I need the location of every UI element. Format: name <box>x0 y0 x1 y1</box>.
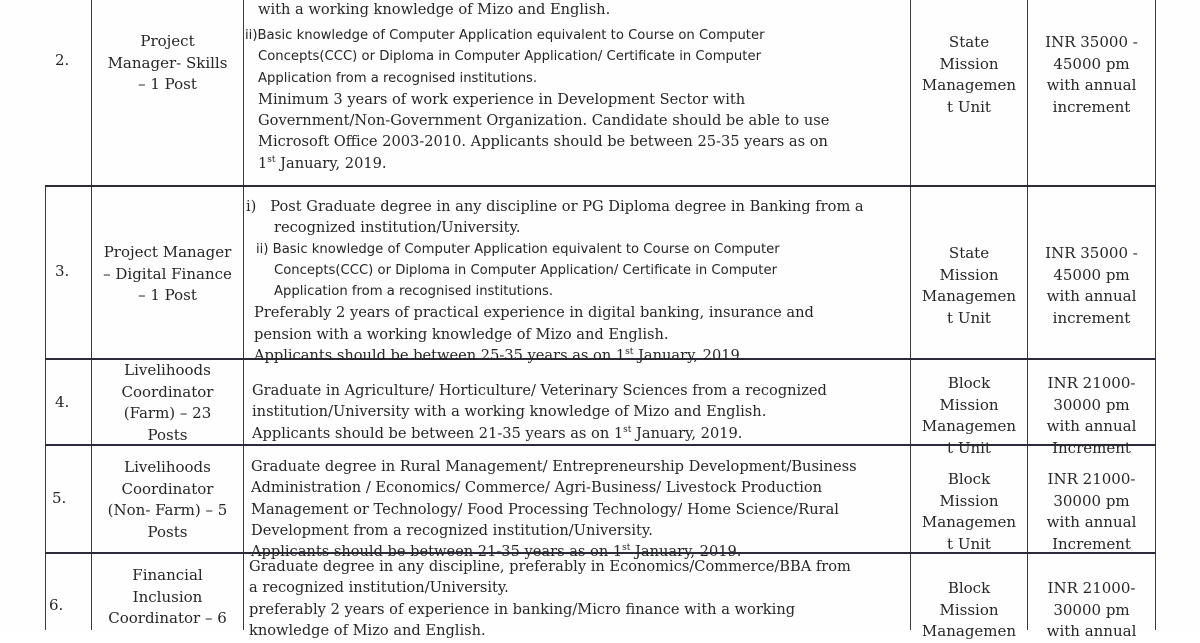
unit-line: Mission <box>939 54 999 73</box>
row-3-pay <box>1028 243 1155 329</box>
post-line: – 1 Post <box>138 75 197 93</box>
qualification-line-age: Applicants should be between 25-35 years as on 1st January, 2019. <box>254 347 745 365</box>
unit-line: Mission <box>939 265 999 284</box>
qualification-line-age: Applicants should be between 21-35 years as on 1st January, 2019. <box>251 543 742 561</box>
qualification-line: Government/Non-Government Organization. Candidate should be able to use <box>258 112 830 130</box>
pay-line: INR 21000- <box>1047 470 1136 488</box>
unit-line: Block <box>947 470 991 488</box>
post-line: Coordinator <box>121 382 214 401</box>
unit-line: Managemen <box>921 622 1017 640</box>
column-divider-post <box>243 0 244 630</box>
row-6-post-name <box>92 565 243 630</box>
qualification-line: Development from a recognized institution/University. <box>251 521 653 539</box>
qualification-line: Management or Technology/ Food Processing Technology/ Home Science/Rural <box>251 500 839 518</box>
post-line: Livelihoods <box>124 458 211 476</box>
qualification-line: Administration / Economics/ Commerce/ Agri-Business/ Livestock Production <box>251 479 823 497</box>
pay-line: Increment <box>1052 534 1131 553</box>
unit-line: Block <box>947 374 991 392</box>
qualification-line: Graduate in Agriculture/ Horticulture/ Veterinary Sciences from a recognized <box>252 382 827 399</box>
pay-line: INR 35000 - <box>1045 33 1138 51</box>
qualification-line: i) Post Graduate degree in any discipline or PG Diploma degree in Banking from a <box>246 198 864 215</box>
post-line: Coordinator – 6 <box>108 609 227 627</box>
row-3-unit <box>911 243 1027 329</box>
row-3-serial-number: 3. <box>55 262 70 280</box>
pay-line: INR 21000- <box>1047 374 1136 392</box>
row-4-qualification <box>252 380 827 444</box>
pay-line: 45000 pm <box>1053 265 1130 284</box>
row-6-unit <box>911 578 1027 643</box>
pay-line: 30000 pm <box>1053 395 1130 414</box>
qualification-line: Preferably 2 years of practical experience in digital banking, insurance and <box>254 304 814 322</box>
row-2-qualification <box>245 25 829 174</box>
unit-line: State <box>948 33 990 51</box>
qualification-line: ii) Basic knowledge of Computer Application equivalent to Course on Computer <box>256 241 780 257</box>
row-2-pay <box>1028 32 1155 118</box>
qualification-line: Concepts(CCC) or Diploma in Computer Application/ Certificate in Computer <box>258 49 761 65</box>
qualification-line: preferably 2 years of experience in banking/Micro finance with a working <box>249 600 796 618</box>
pay-line: increment <box>1052 308 1131 327</box>
qualification-line-date: 1st January, 2019. <box>258 154 387 172</box>
post-line: Posts <box>147 522 188 541</box>
qualification-line: Application from a recognised institutions. <box>258 70 538 86</box>
unit-line: t Unit <box>947 97 991 116</box>
row-2-unit <box>911 32 1027 118</box>
pay-line: with annual <box>1046 417 1137 435</box>
post-line: – 1 Post <box>138 286 197 304</box>
unit-line: Managemen <box>921 287 1017 305</box>
unit-line: Mission <box>939 600 999 619</box>
row-0-qualification <box>258 0 610 20</box>
post-line: (Farm) – 23 <box>123 404 212 422</box>
qualification-line: Minimum 3 years of work experience in Development Sector with <box>258 90 746 108</box>
row-5-serial-number: 5. <box>52 489 67 507</box>
pay-line: with annual <box>1046 513 1137 531</box>
unit-line: Managemen <box>921 76 1017 94</box>
qualification-line: Microsoft Office 2003-2010. Applicants should be between 25-35 years as on <box>258 133 828 151</box>
post-line: Livelihoods <box>124 361 211 379</box>
pay-line: with annual <box>1046 622 1137 640</box>
row-5-pay <box>1028 469 1155 555</box>
qualification-line-age: Applicants should be between 21-35 years as on 1st January, 2019. <box>252 424 743 442</box>
post-line: Posts <box>147 425 188 444</box>
pay-line: INR 21000- <box>1047 579 1136 597</box>
row-3-post-name <box>92 242 243 307</box>
post-line: (Non- Farm) – 5 <box>107 501 228 519</box>
unit-line: t Unit <box>947 438 991 457</box>
qualification-line: knowledge of Mizo and English. <box>249 621 486 639</box>
unit-line: Managemen <box>921 417 1017 435</box>
pay-line: Increment <box>1052 438 1131 457</box>
row-4-pay <box>1028 373 1155 459</box>
row-2-post-name <box>92 31 243 96</box>
row-4-unit <box>911 373 1027 459</box>
qualification-line: Concepts(CCC) or Diploma in Computer Application/ Certificate in Computer <box>274 262 777 278</box>
unit-line: t Unit <box>947 534 991 553</box>
qualification-line: institution/University with a working knowledge of Mizo and English. <box>252 403 767 421</box>
row-2-serial-number: 2. <box>55 51 70 69</box>
pay-line: increment <box>1052 97 1131 116</box>
row-6-pay <box>1028 578 1155 643</box>
pay-line: 45000 pm <box>1053 54 1130 73</box>
row-5-unit <box>911 469 1027 555</box>
row-5-post-name <box>92 457 243 543</box>
row-divider-2-3 <box>45 185 1156 187</box>
post-line: Project Manager <box>103 243 232 261</box>
row-6-serial-number: 6. <box>49 596 64 614</box>
unit-line: Managemen <box>921 513 1017 531</box>
qualification-line: a recognized institution/University. <box>249 579 509 597</box>
unit-line: Block <box>947 579 991 597</box>
pay-line: 30000 pm <box>1053 491 1130 510</box>
qualification-line: with a working knowledge of Mizo and English. <box>258 1 611 18</box>
table-left-border <box>45 186 46 630</box>
unit-line: t Unit <box>947 308 991 327</box>
post-line: Project <box>140 32 195 50</box>
row-5-qualification <box>251 456 857 562</box>
post-line: Coordinator <box>121 479 214 498</box>
pay-line: INR 35000 - <box>1045 244 1138 262</box>
qualification-line: pension with a working knowledge of Mizo and English. <box>254 325 669 343</box>
pay-line: with annual <box>1046 287 1137 305</box>
row-6-qualification <box>249 556 851 641</box>
row-4-post-name <box>92 360 243 446</box>
unit-line: Mission <box>939 491 999 510</box>
qualification-line: Application from a recognised institutions. <box>274 284 554 300</box>
table-right-border <box>1155 0 1156 630</box>
post-line: – Digital Finance <box>103 264 232 283</box>
post-line: Financial <box>132 566 203 584</box>
row-4-serial-number: 4. <box>55 393 70 411</box>
qualification-line: ii)Basic knowledge of Computer Application equivalent to Course on Computer <box>245 28 765 43</box>
post-line: Manager- Skills <box>107 53 228 72</box>
qualification-line: Graduate degree in any discipline, preferably in Economics/Commerce/BBA from <box>249 558 851 575</box>
unit-line: Mission <box>939 395 999 414</box>
unit-line: State <box>948 244 990 262</box>
qualification-line: Graduate degree in Rural Management/ Entrepreneurship Development/Business <box>251 458 857 475</box>
post-line: Inclusion <box>132 587 203 606</box>
pay-line: with annual <box>1046 76 1137 94</box>
pay-line: 30000 pm <box>1053 600 1130 619</box>
qualification-line: recognized institution/University. <box>274 219 521 237</box>
row-3-qualification <box>246 196 864 366</box>
